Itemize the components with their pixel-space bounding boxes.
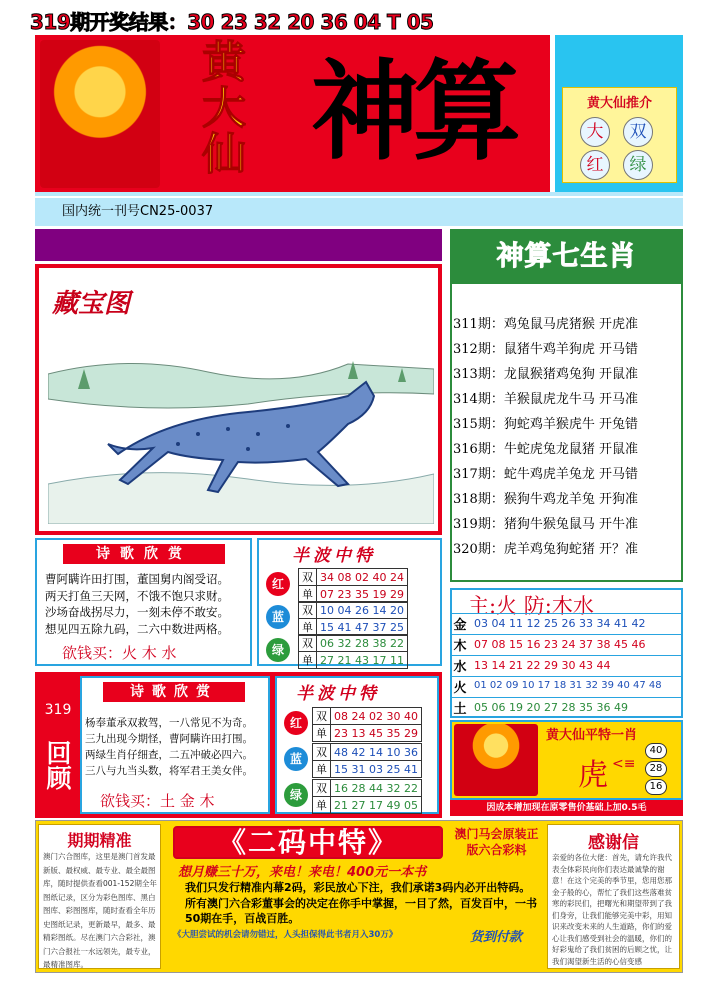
wuxing-row xyxy=(452,676,681,697)
deity-figure-small xyxy=(454,724,538,796)
wave-color-badge: 红 xyxy=(284,711,308,735)
list-item: 317期：蛇牛鸡虎羊兔龙 开马错 xyxy=(453,467,638,482)
label-double: 双 xyxy=(299,635,317,652)
review-half-wave-rows xyxy=(280,706,438,814)
wuxing-numbers: 03 04 11 12 25 26 33 34 41 42 xyxy=(474,617,646,630)
treasure-map-title: 藏宝图 xyxy=(52,289,131,319)
wave-table xyxy=(298,568,408,603)
list-item: 320期：虎羊鸡兔狗蛇猪 开？准 xyxy=(453,542,638,557)
wave-row-red xyxy=(262,567,440,601)
wave-color-badge: 蓝 xyxy=(266,605,290,629)
review-issue: 319 xyxy=(44,702,72,718)
pingte-title: 黄大仙平特一肖 xyxy=(546,728,638,743)
half-wave-title: 半波中特 xyxy=(292,546,376,566)
poem-line: 三九出现今期怪，曹阿瞒许田打围。 xyxy=(85,733,253,745)
label-single: 单 xyxy=(313,797,331,814)
list-item: 315期：狗蛇鸡羊猴虎牛 开兔错 xyxy=(453,417,638,432)
purple-divider xyxy=(35,229,442,261)
review-label: 回顾 xyxy=(43,740,72,790)
wuxing-label: 水 xyxy=(453,660,467,675)
wuxing-label: 金 xyxy=(453,618,467,633)
wuxing-row xyxy=(452,613,681,634)
tip-big: 大 xyxy=(580,117,610,147)
wave-row-red xyxy=(280,706,438,740)
pingte-number: 16 xyxy=(645,779,667,795)
wave-row-blue xyxy=(280,742,438,776)
wave-table xyxy=(312,743,422,778)
header-gold-title xyxy=(178,37,270,185)
label-double: 双 xyxy=(299,569,317,586)
ermazhongte-title: 《二码中特》 xyxy=(173,826,443,859)
wave-single: 23 13 45 35 29 xyxy=(331,725,422,742)
label-single: 单 xyxy=(299,586,317,603)
wuxing-label: 火 xyxy=(453,681,467,696)
ermazhongte-desc: 我们只发行精准内幕2码，彩民放心下注，我们承诺3码内必开出特码。所有澳门六合彩董事会的决定在你手中掌握，一目了然，百发百中，一书50期在手，百战百胜。 xyxy=(185,881,537,925)
side-recommend-title: 黄大仙推介 xyxy=(586,96,652,111)
review-buy-hint: 欲钱买：土 金 木 xyxy=(100,792,215,810)
wave-double: 06 32 28 38 22 xyxy=(317,635,408,652)
label-double: 双 xyxy=(299,602,317,619)
buy-hint: 欲钱买：火 木 水 xyxy=(62,644,177,662)
wave-table xyxy=(298,634,408,669)
pingte-number: 28 xyxy=(645,761,667,777)
label-single: 单 xyxy=(313,725,331,742)
draw-result: 319期开奖结果：30 23 32 20 36 04 T 05 xyxy=(30,10,434,34)
publication-number: 国内统一刊号CN25-0037 xyxy=(62,204,214,219)
poem-line: 沙场奋战拐尽力，一刻未停不敢安。 xyxy=(45,605,229,619)
wave-row-green xyxy=(262,633,440,667)
wave-color-badge: 红 xyxy=(266,572,290,596)
gold-char: 黄 xyxy=(202,37,246,88)
label-single: 单 xyxy=(313,761,331,778)
tip-green: 绿 xyxy=(623,150,653,180)
wave-table xyxy=(298,601,408,636)
wuxing-row xyxy=(452,634,681,655)
wave-double: 10 04 26 14 20 xyxy=(317,602,408,619)
wuxing-row xyxy=(452,697,681,718)
wuxing-label: 木 xyxy=(453,639,467,654)
list-item: 316期：牛蛇虎兔龙鼠猪 开鼠准 xyxy=(453,442,638,457)
poem-title: 诗歌欣赏 xyxy=(63,544,225,564)
list-item: 311期：鸡兔鼠马虎猪猴 开虎准 xyxy=(453,317,638,332)
label-double: 双 xyxy=(313,780,331,797)
deity-figure xyxy=(40,40,160,188)
wave-single: 21 27 17 49 05 xyxy=(331,797,422,814)
poem-text xyxy=(45,571,229,637)
label-single: 单 xyxy=(299,652,317,669)
wuxing-title: 主:火 防:木水 xyxy=(468,594,594,618)
wave-color-badge: 绿 xyxy=(284,783,308,807)
poem-line: 两绿生肖仔细查，二五冲破必四六。 xyxy=(85,749,253,761)
wave-color-badge: 绿 xyxy=(266,638,290,662)
wave-table xyxy=(312,707,422,742)
gold-char: 仙 xyxy=(202,129,246,180)
label-single: 单 xyxy=(299,619,317,636)
label-double: 双 xyxy=(313,744,331,761)
header-main-title: 神算 xyxy=(310,50,515,175)
wuxing-row xyxy=(452,655,681,676)
list-item: 314期：羊猴鼠虎龙牛马 开马准 xyxy=(453,392,638,407)
cash-on-delivery: 货到付款 xyxy=(470,930,523,945)
poem-line: 两天打鱼三天网，不饿不饱只求财。 xyxy=(45,588,229,603)
wave-row-blue xyxy=(262,600,440,634)
wave-row-green xyxy=(280,778,438,812)
tip-red: 红 xyxy=(580,150,610,180)
macau-tagline: 澳门马会原装正版六合彩料 xyxy=(454,827,539,857)
list-item: 318期：猴狗牛鸡龙羊兔 开狗准 xyxy=(453,492,638,507)
poem-line: 杨奉董承双救驾，一八常见不为奇。 xyxy=(85,717,253,729)
review-half-wave-title: 半波中特 xyxy=(296,684,380,704)
poem-line: 三八与九当头数，将军君王美女伴。 xyxy=(85,765,253,777)
wave-single: 15 31 03 25 41 xyxy=(331,761,422,778)
pingte-number: 40 xyxy=(645,743,667,759)
wave-single: 15 41 47 37 25 xyxy=(317,619,408,636)
tip-even: 双 xyxy=(623,117,653,147)
gold-char: 大 xyxy=(202,83,246,134)
arrow-icon: <≡ xyxy=(612,756,636,772)
price-notice: 因成本增加现在原零售价基础上加0.5毛 xyxy=(450,800,683,816)
wuxing-numbers: 07 08 15 16 23 24 37 38 45 46 xyxy=(474,638,646,651)
pingte-zodiac: 虎 xyxy=(578,758,608,793)
wave-single: 07 23 35 19 29 xyxy=(317,586,408,603)
list-item: 319期：猪狗牛猴兔鼠马 开牛准 xyxy=(453,517,638,532)
review-poem-text xyxy=(85,715,253,779)
wuxing-numbers: 13 14 21 22 29 30 43 44 xyxy=(474,659,611,672)
wave-double: 08 24 02 30 40 xyxy=(331,708,422,725)
thanks-title: 感谢信 xyxy=(588,833,639,853)
list-item: 312期：鼠猪牛鸡羊狗虎 开马错 xyxy=(453,342,638,357)
qiqi-text: 澳门六合图库，这里是澳门首发最新版、最权威、最专业、最全最图库，随时提供查看001-152期全年图纸记录，区分为彩色图库、黑白图库、彩图图库，随时查看全年历史图纸记录，更新最早，最多、最精彩图纸。尽在澳门六合彩社，澳门六合报社一水远领先，最专业，最精准图库。 xyxy=(43,852,157,969)
seven-zodiac-list xyxy=(453,313,681,563)
treasure-map-image xyxy=(48,334,434,524)
qiqi-title: 期期精准 xyxy=(67,831,132,850)
review-poem-title: 诗歌欣赏 xyxy=(103,682,245,702)
poem-line: 想见四五除九码，二六中数进两格。 xyxy=(45,621,229,636)
wave-double: 48 42 14 10 36 xyxy=(331,744,422,761)
guarantee-slogan: 《大胆尝试的机会请勿错过，人头担保得此书者月入30万》 xyxy=(173,930,398,940)
prize-slogan: 想月赚三十万，来电！来电！400元一本书 xyxy=(178,865,427,880)
wuxing-label: 土 xyxy=(453,702,467,717)
wave-single: 27 21 43 17 11 xyxy=(317,652,408,669)
wuxing-numbers: 05 06 19 20 27 28 35 36 49 xyxy=(474,701,628,714)
wave-color-badge: 蓝 xyxy=(284,747,308,771)
wave-table xyxy=(312,779,422,814)
seven-zodiac-title: 神算七生肖 xyxy=(496,241,637,272)
list-item: 313期：龙鼠猴猪鸡兔狗 开鼠准 xyxy=(453,367,638,382)
wave-double: 34 08 02 40 24 xyxy=(317,569,408,586)
label-double: 双 xyxy=(313,708,331,725)
wave-double: 16 28 44 32 22 xyxy=(331,780,422,797)
thanks-text: 亲爱的各位大佬：首先，请允许我代表全体彩民向你们表达最诚挚的谢意！在这个完美的季节里，您用您那金子般的心，帮忙了我们这些落难贫寒的彩民们，把曙光和期望带到了我们身旁，让我们能够完美中彩，用知识来改变未来的人生道路，你们的爱心让我们感受到社会的温暖，你们的好彩鬼给了我们贫困的后顾之忧，让我们渴望新生活的心信变感 xyxy=(552,853,672,966)
poem-line: 曹阿瞒许田打围，董国舅内阁受诏。 xyxy=(45,572,229,586)
half-wave-rows xyxy=(262,567,440,665)
wuxing-numbers: 01 02 09 10 17 18 31 32 39 40 47 48 xyxy=(474,680,662,691)
